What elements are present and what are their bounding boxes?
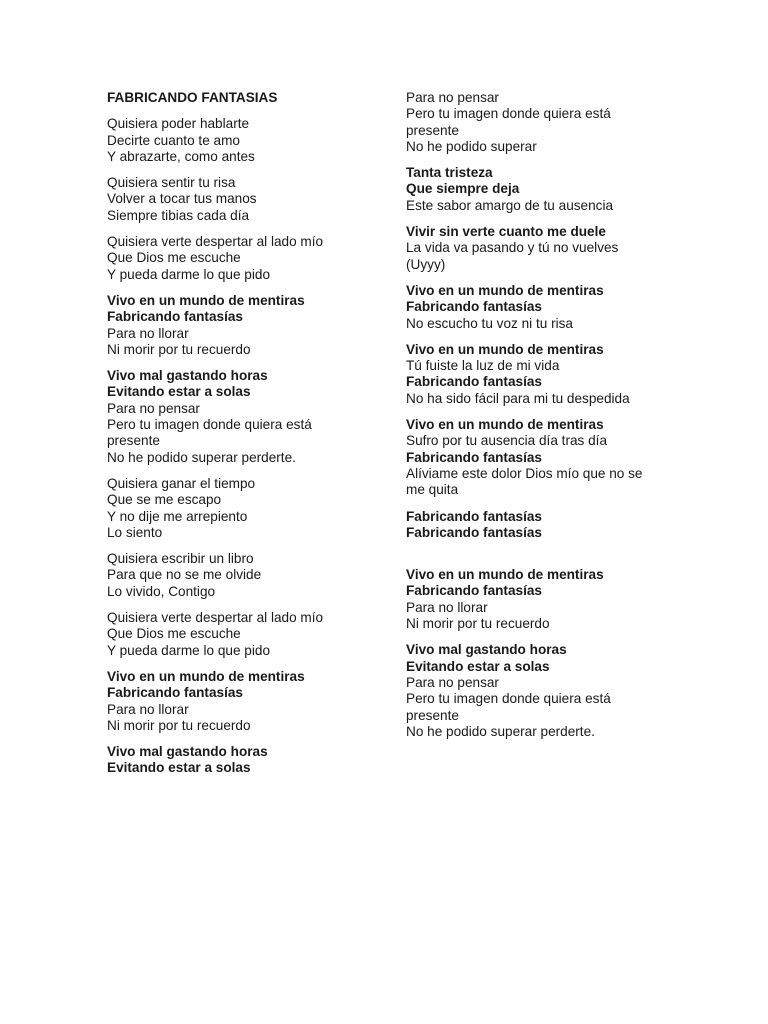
lyric-line-bold: Fabricando fantasías — [406, 299, 542, 315]
lyric-line: (Uyyy) — [406, 256, 446, 272]
lyric-line-bold: Vivo en un mundo de mentiras — [406, 567, 604, 583]
lyric-line: Quisiera verte despertar al lado mío — [107, 610, 324, 626]
lyric-line-bold: Fabricando fantasías — [406, 524, 542, 540]
stanza — [107, 476, 357, 541]
stanza — [107, 669, 357, 734]
stanza — [107, 368, 357, 466]
lyric-line: Para no llorar — [107, 701, 189, 717]
lyric-line: No he podido superar — [406, 138, 537, 154]
lyric-line: Pero tu imagen donde quiera está presente — [406, 691, 611, 723]
lyric-line: Y no dije me arrepiento — [107, 508, 248, 524]
lyric-line-bold: Vivo en un mundo de mentiras — [107, 292, 305, 308]
left-stanzas — [107, 116, 357, 776]
lyric-line: Alíviame este dolor Dios mío que no se me quita — [406, 465, 643, 498]
lyric-line: Para que no se me olvide — [107, 567, 262, 583]
right-column — [406, 90, 656, 750]
lyric-line: Que Dios me escuche — [107, 626, 241, 642]
lyric-line-bold: Tanta tristeza — [406, 165, 493, 181]
stanza — [406, 224, 656, 273]
stanza — [107, 234, 357, 283]
lyric-line-bold: Vivo en un mundo de mentiras — [406, 417, 604, 433]
lyric-line: Decirte cuanto te amo — [107, 132, 240, 148]
lyric-line: Este sabor amargo de tu ausencia — [406, 197, 614, 213]
lyric-line-bold: Vivo mal gastando horas — [107, 744, 268, 760]
lyric-line: Quisiera verte despertar al lado mío — [107, 234, 324, 250]
lyric-line: Que se me escapo — [107, 492, 222, 508]
lyric-line-bold: Vivo en un mundo de mentiras — [406, 341, 604, 357]
lyric-line: Ni morir por tu recuerdo — [406, 616, 550, 632]
lyric-line-bold: Vivo en un mundo de mentiras — [107, 668, 305, 684]
lyric-line: No he podido superar perderte. — [107, 449, 296, 465]
stanza — [107, 293, 357, 358]
stanza — [107, 610, 357, 659]
lyric-line: Quisiera escribir un libro — [107, 551, 254, 567]
lyric-line: Pero tu imagen donde quiera está presente — [406, 106, 611, 138]
left-column — [107, 90, 357, 787]
stanza — [107, 175, 357, 224]
stanza-spacer — [406, 551, 656, 567]
stanza — [406, 642, 656, 740]
lyric-line: Para no llorar — [406, 599, 488, 615]
lyric-line: Para no pensar — [107, 400, 200, 416]
lyric-line: Quisiera sentir tu risa — [107, 175, 236, 191]
lyric-line: Para no llorar — [107, 325, 189, 341]
lyric-line: Siempre tibias cada día — [107, 207, 250, 223]
lyric-line: Volver a tocar tus manos — [107, 191, 257, 207]
stanza — [406, 567, 656, 632]
lyric-line: Que Dios me escuche — [107, 250, 241, 266]
lyric-line: Quisiera poder hablarte — [107, 116, 250, 132]
stanza — [406, 417, 656, 498]
song-title: FABRICANDO FANTASIAS — [107, 90, 278, 105]
lyric-line: Para no pensar — [406, 90, 499, 105]
stanza — [406, 509, 656, 542]
lyric-line-bold: Fabricando fantasías — [406, 449, 542, 465]
lyric-line: Pero tu imagen donde quiera está presente — [107, 417, 312, 449]
lyric-line-bold: Vivir sin verte cuanto me duele — [406, 224, 606, 240]
lyric-line: Lo siento — [107, 524, 163, 540]
stanza — [107, 116, 357, 165]
lyric-line: Para no pensar — [406, 674, 499, 690]
lyric-line: Quisiera ganar el tiempo — [107, 475, 256, 491]
lyric-line: No he podido superar perderte. — [406, 723, 595, 739]
lyric-line-bold: Vivo mal gastando horas — [107, 368, 268, 384]
lyric-line-bold: Evitando estar a solas — [107, 384, 251, 400]
stanza — [406, 90, 656, 155]
lyric-line-bold: Fabricando fantasías — [406, 374, 542, 390]
right-stanzas — [406, 90, 656, 740]
lyric-line: Lo vivido, Contigo — [107, 583, 216, 599]
stanza — [406, 283, 656, 332]
lyric-line-bold: Evitando estar a solas — [107, 760, 251, 776]
lyric-line-bold: Vivo en un mundo de mentiras — [406, 282, 604, 298]
lyric-line: No ha sido fácil para mi tu despedida — [406, 390, 630, 406]
lyric-line: Y pueda darme lo que pido — [107, 642, 270, 658]
lyric-line-bold: Fabricando fantasías — [107, 309, 243, 325]
lyric-line: Tú fuiste la luz de mi vida — [406, 358, 560, 374]
stanza — [406, 165, 656, 214]
stanza — [107, 551, 357, 600]
lyric-line-bold: Fabricando fantasías — [107, 685, 243, 701]
lyric-line: Ni morir por tu recuerdo — [107, 341, 251, 357]
stanza — [107, 744, 357, 777]
lyric-line: No escucho tu voz ni tu risa — [406, 315, 573, 331]
lyric-line: Y abrazarte, como antes — [107, 148, 255, 164]
stanza — [406, 342, 656, 407]
lyric-line: Ni morir por tu recuerdo — [107, 717, 251, 733]
lyric-line-bold: Vivo mal gastando horas — [406, 642, 567, 658]
lyric-line: La vida va pasando y tú no vuelves — [406, 240, 619, 256]
lyric-line: Y pueda darme lo que pido — [107, 266, 270, 282]
lyric-line-bold: Evitando estar a solas — [406, 658, 550, 674]
lyric-line: Sufro por tu ausencia día tras día — [406, 433, 608, 449]
lyric-line-bold: Fabricando fantasías — [406, 583, 542, 599]
lyric-line-bold: Fabricando fantasías — [406, 508, 542, 524]
lyric-line-bold: Que siempre deja — [406, 181, 520, 197]
